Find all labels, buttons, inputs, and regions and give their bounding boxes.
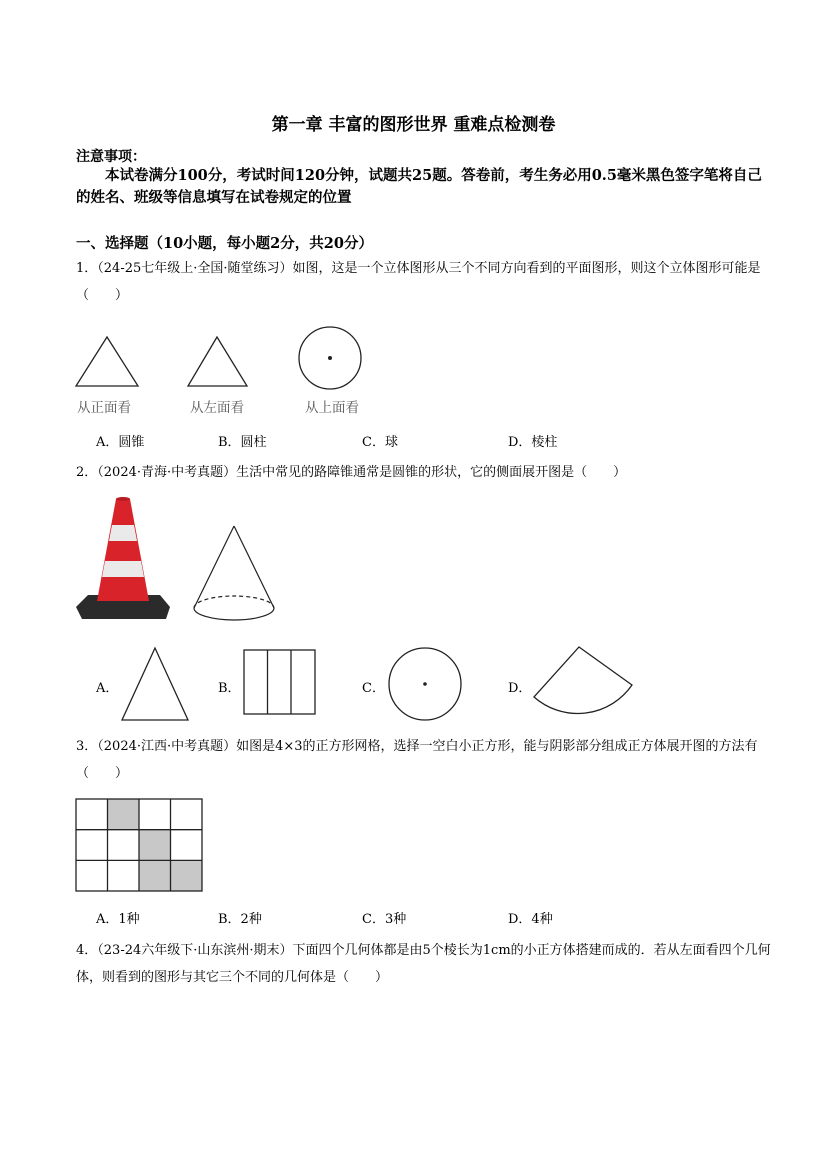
question-1-text: 1．（24-25七年级上·全国·随堂练习）如图，这是一个立体图形从三个不同方向看到的平面图形，则这个立体图形可能是（ ）: [76, 261, 761, 303]
question-4-text: 4．（23-24六年级下·山东滨州·期末）下面四个几何体都是由5个棱长为1cm的小正方体搭建而成的．若从左面看四个几何体，则看到的图形与其它三个不同的几何体是（ ）: [76, 943, 771, 985]
q3-option-d: D．4种: [508, 912, 553, 927]
q2-option-a: A．: [96, 681, 119, 696]
notice-body: 本试卷满分100分，考试时间120分钟，试题共25题。答卷前，考生务必用0.5毫米黑色签字笔将自己的姓名、班级等信息填写在试卷规定的位置: [76, 167, 762, 206]
q1-option-d: D．棱柱: [508, 435, 558, 450]
cone-diagram: [190, 520, 290, 630]
q1-option-c: C．球: [362, 435, 398, 450]
cone-tip: [116, 497, 130, 501]
caption-front: 从正面看: [77, 400, 131, 416]
q2-option-a-triangle: [118, 644, 198, 724]
section-heading: 一、选择题（10小题，每小题2分，共20分）: [76, 235, 373, 252]
top-view-center-dot: [328, 356, 332, 360]
shaded-cell: [108, 799, 140, 830]
cone-stripe-upper: [109, 525, 137, 541]
shaded-cell: [139, 830, 171, 861]
cone-base-front: [194, 608, 274, 620]
q3-option-a: A．1种: [96, 912, 140, 927]
q2-option-d-sector: [530, 645, 640, 735]
front-view-triangle: [76, 337, 138, 386]
q1-option-b: B．圆柱: [218, 435, 267, 450]
cone-body: [97, 499, 149, 601]
q1-option-a: A．圆锥: [96, 435, 145, 450]
q3-option-b: B．2种: [218, 912, 262, 927]
shaded-cell: [171, 860, 203, 891]
traffic-cone-photo: [74, 495, 174, 630]
q2-option-b: B．: [218, 681, 241, 696]
cone-base-back: [194, 596, 274, 608]
page-title: 第一章 丰富的图形世界 重难点检测卷: [271, 115, 556, 135]
left-view-triangle: [188, 337, 247, 386]
question-3-text: 3．（2024·江西·中考真题）如图是4×3的正方形网格，选择一空白小正方形，能与阴影部分组成正方体展开图的方法有（ ）: [76, 739, 758, 781]
q2-option-c-circle: [385, 645, 465, 725]
q2-option-c: C．: [362, 681, 385, 696]
shaded-cell: [139, 860, 171, 891]
q3-option-c: C．3种: [362, 912, 407, 927]
grid-4x3: [76, 799, 206, 895]
caption-top: 从上面看: [305, 400, 359, 416]
notice-heading: 注意事项：: [76, 149, 146, 165]
caption-left: 从左面看: [190, 400, 244, 416]
q2-option-d: D．: [508, 681, 532, 696]
question-2-text: 2．（2024·青海·中考真题）生活中常见的路障锥通常是圆锥的形状，它的侧面展开图是（ ）: [76, 465, 627, 480]
cone-stripe-lower: [102, 561, 144, 577]
q2-option-b-rectangles: [240, 648, 320, 718]
